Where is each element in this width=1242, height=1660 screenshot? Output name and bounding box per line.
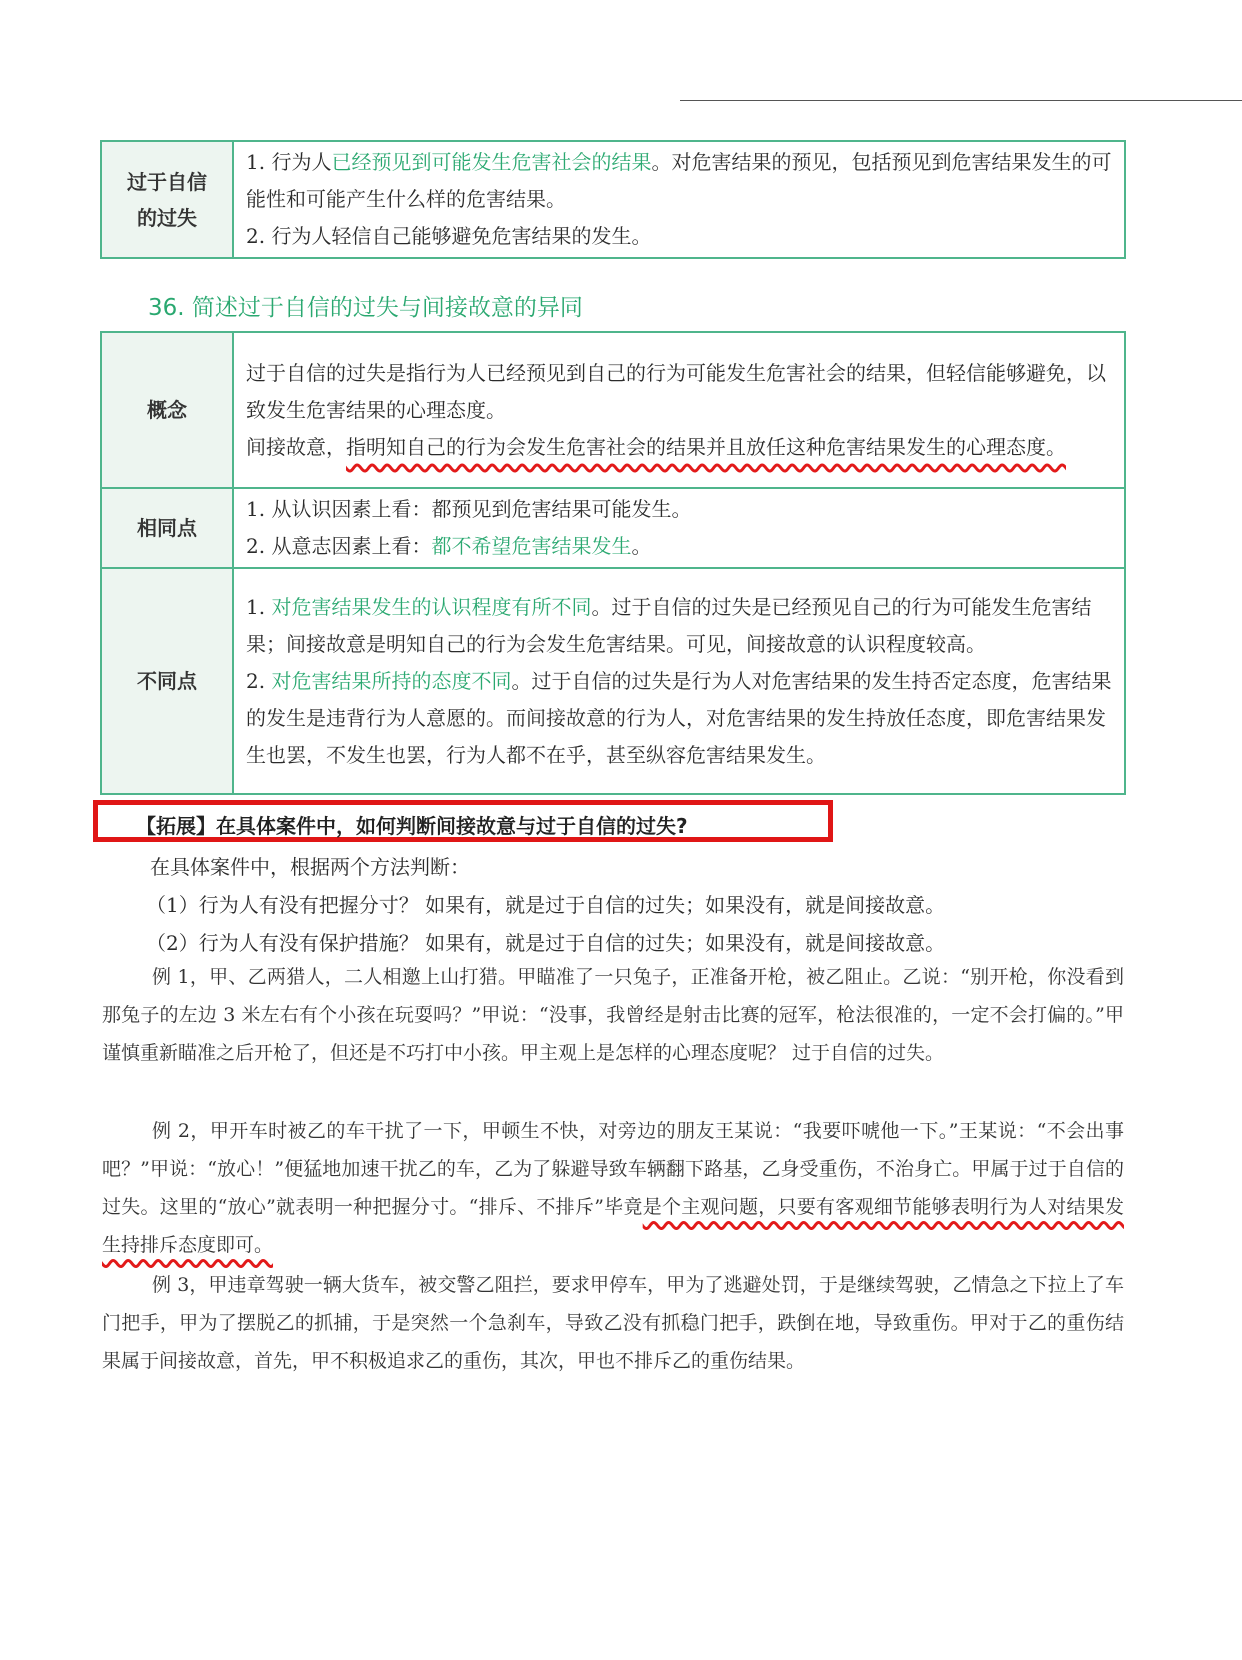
example-1: 例 1，甲、乙两猎人，二人相邀上山打猎。甲瞄准了一只兔子，正准备开枪，被乙阻止。乙说：“别开枪，你没看到那兔子的左边 3 米左右有个小孩在玩耍吗？”甲说：“没事，我曾经是射击比赛的冠军，枪法很准的，一定不会打偏的。”甲谨慎重新瞄准之后开枪了，但还是不巧打中小孩。甲主观上是怎样的心理态度呢？ 过于自信的过失。 bbox=[102, 966, 1124, 1064]
overconfidence-label: 过于自信的过失 bbox=[127, 169, 207, 230]
extension-title: 【拓展】在具体案件中，如何判断间接故意与过于自信的过失? bbox=[136, 814, 688, 838]
concept-para-1: 过于自信的过失是指行为人已经预见到自己的行为可能发生危害社会的结果，但轻信能够避免，以致发生危害结果的心理态度。 bbox=[246, 360, 1106, 422]
concept-content bbox=[233, 332, 1125, 488]
concept-para-2-plain: 间接故意， bbox=[246, 434, 346, 459]
example-2 bbox=[102, 1112, 1124, 1264]
overconfidence-table bbox=[100, 140, 1126, 259]
point-1-prefix: 1. 行为人 bbox=[246, 150, 332, 174]
overconfidence-point-1 bbox=[246, 144, 1114, 218]
extension-intro: 在具体案件中，根据两个方法判断： bbox=[150, 855, 470, 879]
diff-item-1 bbox=[246, 589, 1114, 663]
diff-content bbox=[233, 568, 1125, 794]
diff-item-1-num: 1. bbox=[246, 594, 272, 619]
point-1-highlight: 已经预见到可能发生危害社会的结果 bbox=[331, 150, 652, 174]
example-2-main: 例 2，甲开车时被乙的车干扰了一下，甲顿生不快，对旁边的朋友王某说：“我要吓唬他一下。”王某说：“不会出事吧？”甲说：“放心！”便猛地加速干扰乙的车，乙为了躲避导致车辆翻下路基，乙身受重伤，不治身亡。甲属于过于自信的过失。这里的“放心”就表明一种把握分寸。“排斥、不排斥”毕竟 bbox=[102, 1120, 1124, 1218]
diff-item-2-highlight: 对危害结果所持的态度不同 bbox=[271, 668, 512, 693]
same-item-2-suffix: 。 bbox=[631, 534, 652, 558]
comparison-table bbox=[100, 331, 1126, 795]
overconfidence-point-2: 2. 行为人轻信自己能够避免危害结果的发生。 bbox=[246, 224, 652, 248]
concept-label: 概念 bbox=[101, 332, 233, 488]
diff-item-2 bbox=[246, 663, 1114, 774]
same-item-2-prefix: 2. 从意志因素上看： bbox=[246, 534, 432, 558]
diff-item-2-text: 。过于自信的过失是行为人对危害结果的发生持否定态度，危害结果的发生是违背行为人意愿的。而间接故意的行为人，对危害结果的发生持放任态度，即危害结果发生也罢，不发生也罢，行为人都不在乎，甚至纵容危害结果发生。 bbox=[246, 668, 1112, 767]
same-item-2 bbox=[246, 528, 1114, 565]
overconfidence-label-cell bbox=[101, 141, 233, 258]
example-2-underlined: 是个主观问题，只要有客观细节能够表明行为人对结果发生持排斥态度即可。 bbox=[102, 1196, 1124, 1256]
header-rule bbox=[680, 100, 1242, 101]
extension-method-2: （2）行为人有没有保护措施？ 如果有，就是过于自信的过失；如果没有，就是间接故意。 bbox=[146, 931, 946, 955]
diff-item-1-text: 。过于自信的过失是已经预见自己的行为可能发生危害结果；间接故意是明知自己的行为会发生危害结果。可见，间接故意的认识程度较高。 bbox=[246, 594, 1092, 656]
same-label: 相同点 bbox=[101, 488, 233, 568]
diff-item-1-highlight: 对危害结果发生的认识程度有所不同 bbox=[271, 594, 592, 619]
same-item-2-highlight: 都不希望危害结果发生 bbox=[431, 534, 632, 558]
concept-underlined-text: 指明知自己的行为会发生危害社会的结果并且放任这种危害结果发生的心理态度。 bbox=[346, 434, 1066, 459]
example-3: 例 3，甲违章驾驶一辆大货车，被交警乙阻拦，要求甲停车，甲为了逃避处罚，于是继续驾驶，乙情急之下拉上了车门把手，甲为了摆脱乙的抓捕，于是突然一个急刹车，导致乙没有抓稳门把手，跌倒在地，导致重伤。甲对于乙的重伤结果属于间接故意，首先，甲不积极追求乙的重伤，其次，甲也不排斥乙的重伤结果。 bbox=[102, 1274, 1124, 1372]
point-1-suffix: 。对危害结果的预见，包括预见到危害结果发生的可能性和可能产生什么样的危害结果。 bbox=[246, 150, 1112, 211]
diff-label: 不同点 bbox=[101, 568, 233, 794]
diff-item-2-num: 2. bbox=[246, 668, 272, 693]
extension-method-1: （1）行为人有没有把握分寸？ 如果有，就是过于自信的过失；如果没有，就是间接故意。 bbox=[146, 893, 946, 917]
concept-para-2 bbox=[246, 429, 1114, 466]
same-content bbox=[233, 488, 1125, 568]
section-title: 36. 简述过于自信的过失与间接故意的异同 bbox=[148, 295, 583, 321]
overconfidence-content bbox=[233, 141, 1125, 258]
same-item-1: 1. 从认识因素上看：都预见到危害结果可能发生。 bbox=[246, 497, 692, 521]
